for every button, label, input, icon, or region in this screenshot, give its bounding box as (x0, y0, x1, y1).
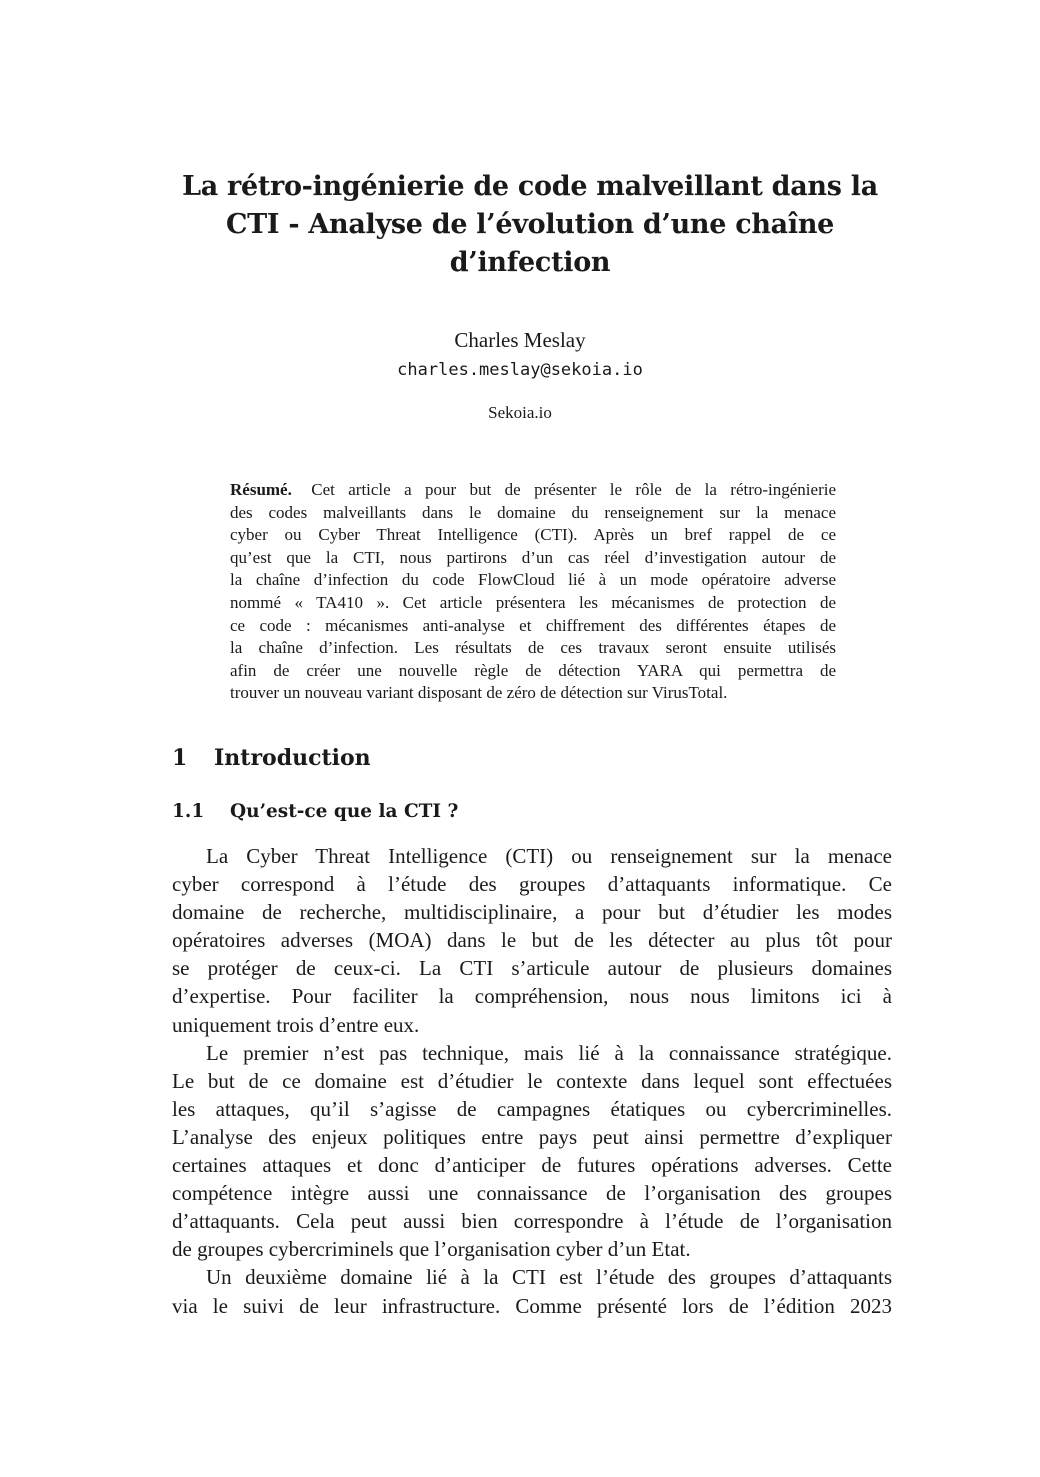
section-number: 1 (172, 745, 188, 771)
abstract-line: la chaîne d’infection. Les résultats de ces travaux seront ensuite utilisés (230, 638, 836, 658)
body-line: L’analyse des enjeux politiques entre pays peut ainsi permettre d’expliquer (172, 1124, 892, 1149)
body-line: via le suivi de leur infrastructure. Comme présenté lors de l’édition 2023 (172, 1293, 892, 1318)
body-line: certaines attaques et donc d’anticiper de futures opérations adverses. Cette (172, 1153, 892, 1178)
author-email: charles.meslay@sekoia.io (397, 360, 643, 380)
author-affiliation: Sekoia.io (488, 403, 552, 422)
body-line: La Cyber Threat Intelligence (CTI) ou renseignement sur la menace (206, 844, 892, 868)
body-line: Le but de ce domaine est d’étudier le contexte dans lequel sont effectuées (172, 1068, 892, 1093)
abstract (230, 479, 836, 705)
author-name: Charles Meslay (454, 328, 586, 352)
section-title: Introduction (214, 745, 371, 771)
subsection-heading (172, 798, 872, 826)
body-line: les attaques, qu’il s’agisse de campagnes étatiques ou cybercriminelles. (172, 1096, 892, 1121)
body-line: opératoires adverses (MOA) dans le but de les détecter au plus tôt pour (172, 928, 892, 953)
body-line: d’expertise. Pour faciliter la compréhension, nous nous limitons ici à (172, 984, 892, 1009)
subsection-title: Qu’est-ce que la CTI ? (230, 801, 459, 822)
body-text (172, 842, 892, 1320)
body-line: Un deuxième domaine lié à la CTI est l’étude des groupes d’attaquants (206, 1265, 892, 1290)
abstract-text: Cet article a pour but de présenter le rôle de la rétro-ingénierie (311, 480, 837, 499)
abstract-line: cyber ou Cyber Threat Intelligence (CTI). Après un bref rappel de ce (230, 525, 836, 545)
title-line: CTI - Analyse de l’évolution d’une chaîne (225, 209, 835, 240)
body-line: de groupes cybercriminels que l’organisation cyber d’un Etat. (172, 1237, 691, 1262)
abstract-line (230, 479, 836, 502)
abstract-line: des codes malveillants dans le domaine du renseignement sur la menace (230, 502, 836, 522)
section-heading (172, 742, 872, 774)
body-line: uniquement trois d’entre eux. (172, 1012, 420, 1037)
body-line: compétence intègre aussi une connaissance de l’organisation des groupes (172, 1181, 892, 1206)
title-line: d’infection (449, 247, 611, 278)
subsection-number: 1.1 (172, 801, 205, 822)
abstract-line: la chaîne d’infection du code FlowCloud lié à un mode opératoire adverse (230, 570, 836, 590)
abstract-line: qu’est que la CTI, nous partirons d’un cas réel d’investigation autour de (230, 547, 836, 567)
paper-title (150, 168, 910, 282)
body-line: cyber correspond à l’étude des groupes d’attaquants informatique. Ce (172, 872, 892, 897)
abstract-line: trouver un nouveau variant disposant de zéro de détection sur VirusTotal. (230, 683, 728, 703)
body-line: Le premier n’est pas technique, mais lié à la connaissance stratégique. (206, 1040, 892, 1065)
abstract-label: Résumé. (230, 480, 292, 499)
abstract-line: afin de créer une nouvelle règle de détection YARA qui permettra de (230, 660, 836, 680)
title-line: La rétro-ingénierie de code malveillant dans la (182, 171, 878, 202)
abstract-line: nommé « TA410 ». Cet article présentera les mécanismes de protection de (230, 592, 836, 612)
body-line: domaine de recherche, multidisciplinaire, a pour but d’étudier les modes (172, 900, 892, 925)
body-line: d’attaquants. Cela peut aussi bien correspondre à l’étude de l’organisation (172, 1209, 892, 1234)
body-line: se protéger de ceux-ci. La CTI s’articule autour de plusieurs domaines (172, 956, 892, 981)
abstract-line: ce code : mécanismes anti-analyse et chiffrement des différentes étapes de (230, 615, 836, 635)
